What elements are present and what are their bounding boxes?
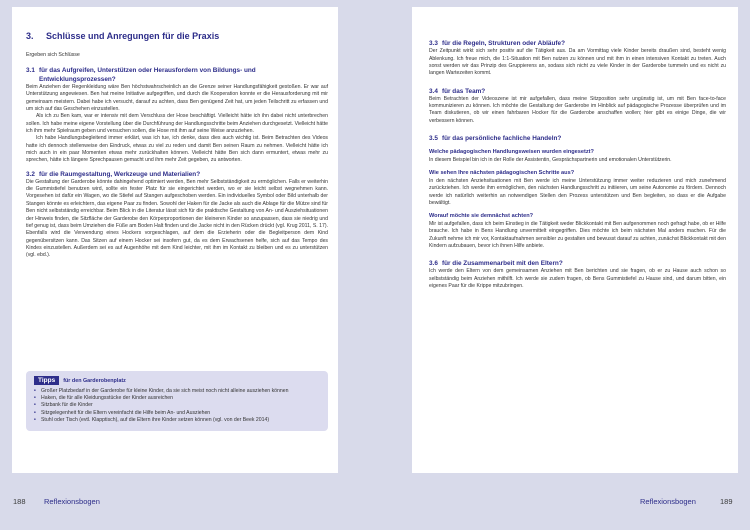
footer-label-right: Reflexionsbogen — [640, 497, 696, 506]
paragraph: Die Gestaltung der Garderobe könnte dahingehend optimiert werden, Ben mehr Selbstständigkeit zu ermöglichen. Falls er weiterhin die Gummistiefel benutzen wird, sollte ein fester Platz für sie eingerichtet werden, wo er sie leicht selbst wegnehmen kann. Vorgesehen ist dafür ein Wagen, wo die Stiefel auf Stangen aufgeschoben werden. Ein individuelles Symbol oder Bild unterhalb der Stangen könnte es erleichtern, das eigene Paar zu finden. Sowohl der Haken für die Jacke als auch die Ablage für die Mütze sind für Ben nicht selbstständig erreichbar. Beim Blick in die Literatur lässt sich für die praktische Gestaltung von An- und Ausziehsituationen der Hinweis finden, die Sitzfläche der Garderobe den Körperproportionen der kleineren Kinder so anzupassen, dass sie niedrig und tief genug ist, dass beim Umziehen die Füße am Boden Halt finden und die Jacke nicht in den Rücken drückt (vgl. Krug 2011, S. 17). Ebenfalls wird die Verwendung eines Hockers vorgeschlagen, auf dem die Erzieherin oder die Begleitperson dem Kind gegenübersitzen kann. Das Sitzen auf einem Hocker sei insofern gut, da es dem Erwachsenen helfe, sich auf das Tempo des Kindes einzustellen. Außerdem sei es auf Augenhöhe mit dem Kind leichter, mit ihm im Kontakt zu bleiben und es zu unterstützen (vgl. ebd.). — [26, 178, 328, 259]
subsection-title: für die Regeln, Strukturen oder Abläufe? — [442, 40, 565, 47]
list-item — [34, 395, 320, 402]
right-page — [412, 7, 738, 473]
list-item — [34, 388, 320, 395]
paragraph: Beim Betrachten der Videoszene ist mir aufgefallen, dass meine Sitzposition sehr ungünstig ist, um mit Ben face-to-face kommunizieren zu können. Ich möchte die Gestaltung der Garderobe im Hinblick auf pädagogische Prozesse überprüfen und im Team diskutieren, ob wir einen fahrbaren Hocker für die Garderobe anschaffen wollen; hier gibt es einige Dinge, die wir verbessern können. — [429, 95, 726, 124]
question-heading: Welche pädagogischen Handlungsweisen wurden eingesetzt? — [429, 149, 594, 156]
list-item-text: Sitzbank für die Kinder — [41, 402, 93, 409]
subsection-title: für das Team? — [442, 87, 486, 95]
section-title: Schlüsse und Anregungen für die Praxis — [46, 31, 220, 41]
bullet-icon: • — [34, 402, 36, 409]
bullet-icon: • — [34, 395, 36, 402]
subsection-3-2-heading — [26, 171, 328, 179]
subsection-number: 3.4 — [429, 87, 438, 95]
list-item-text: Sitzgelegenheit für die Eltern vereinfacht die Hilfe beim An- und Ausziehen — [41, 409, 211, 416]
question-heading: Wie sehen Ihre nächsten pädagogischen Schritte aus? — [429, 170, 575, 177]
paragraph: Mir ist aufgefallen, dass ich beim Einstieg in die Tätigkeit weder Blickkontakt mit Ben aufgenommen noch gefragt habe, ob er Hilfe brauche. Ich habe in Bens Handlung unvermittelt eingegriffen. Dies möchte ich beim nächsten Mal anders machen. Für die Zukunft nehme ich mir vor, Kontaktaufnahmen sensibler zu gestalten und bewusst darauf zu achten, zunächst Blickkontakt mit den Kindern aufzubauen, bevor ich ihnen Hilfe anbiete. — [429, 220, 726, 249]
bullet-icon: • — [34, 388, 36, 394]
tips-badge: Tipps — [34, 376, 59, 385]
list-item — [34, 417, 320, 424]
intro-text: Ergeben sich Schlüsse — [26, 52, 80, 58]
footer-label-left: Reflexionsbogen — [44, 497, 100, 506]
paragraph: Als ich zu Ben kam, war er intensiv mit dem Verschluss der Hose beschäftigt. Vielleicht hätte ich ihn dabei nicht unterbrechen sollen. Ich habe meine eigene Vorstellung über die Durchführung der Handlungsschritte beim Anziehen durchgesetzt. Vielleicht hätte ich ihm mehr Spielraum geben und versuchen sollen, die Hose mit ihm auf seine Weise anzuziehen. — [26, 113, 328, 134]
list-item — [34, 402, 320, 409]
paragraph: In den nächsten Anziehsituationen mit Ben werde ich meine Unterstützung immer weiter reduzieren und mich zunehmend zurückziehen. Ich werde ihm ermöglichen, den nächsten Handlungsschritt zu initiieren, um seine Autonomie zu fördern. Dennoch werde ich natürlich weiterhin an notwendigen Stellen den Prozess unterstützen und Ben begleiten, so dass er die Aufgabe bewältigt. — [429, 177, 726, 206]
tips-header — [34, 376, 320, 385]
subsection-title: für die Zusammenarbeit mit den Eltern? — [442, 260, 563, 268]
subsection-number: 3.5 — [429, 135, 438, 143]
subsection-3-3-heading — [429, 40, 726, 48]
list-item — [34, 410, 320, 417]
section-number: 3. — [26, 31, 34, 41]
bullet-icon: • — [34, 416, 36, 423]
subsection-number: 3.2 — [26, 170, 35, 178]
tips-box — [26, 371, 328, 431]
page-number-left: 188 — [13, 497, 26, 506]
subsection-3-4-heading — [429, 88, 726, 96]
subsection-3-5-heading — [429, 135, 726, 143]
subsection-3-6-heading — [429, 260, 726, 268]
left-page — [12, 7, 338, 473]
page-number-right: 189 — [720, 497, 733, 506]
tips-title: für den Garderobenplatz — [63, 377, 126, 384]
subsection-number: 3.1 — [26, 67, 35, 75]
subsection-title: für das Aufgreifen, Unterstützen oder Herausfordern von Bildungs- und Entwicklungsprozessen? — [39, 67, 256, 83]
subsection-number: 3.3 — [429, 40, 438, 47]
left-page-content — [26, 31, 328, 260]
subsection-number: 3.6 — [429, 260, 438, 268]
right-page-content — [429, 40, 726, 290]
subsection-title: für das persönliche fachliche Handeln? — [442, 135, 562, 143]
paragraph: In diesem Beispiel bin ich in der Rolle der Assistentin, Gesprächspartnerin und emotionalen Unterstützerin. — [429, 156, 672, 163]
subsection-3-1-heading — [26, 67, 328, 83]
paragraph: Ich werde den Eltern von dem gemeinsamen Anziehen mit Ben berichten und sie fragen, ob er zu Hause auch schon so selbstständig beim Anziehen mithilft. Ich werde sie zudem fragen, ob Bens Gummistiefel zu Hause sind, und darum bitten, ein eigenes Paar für die Krippe mitzubringen. — [429, 268, 726, 290]
section-heading — [26, 31, 328, 41]
paragraph: Ich habe Handlungsbegleitend immer erklärt, was ich tue, ich denke, dass dies auch wichtig ist. Beim Betrachten des Videos hatte ich dennoch stellenweise den Eindruck, etwas zu viel zu reden und damit Ben seinen Raum zu nehmen. Vielleicht hätte ich mich auch in ein paar Momenten etwas mehr zurückhalten können. Vielleicht hätte Ben sich dann ermuntert, etwas mehr zu sprechen, hätte ich längere Sprechpausen gemacht und ihm mehr Zeit gegeben, zu antworten. — [26, 135, 328, 164]
list-item-text: Stuhl oder Tisch (evtl. Klapptisch), auf die Eltern ihre Kinder setzen können (vgl. von der Beek 2014) — [41, 416, 270, 423]
bullet-icon: • — [34, 409, 36, 416]
paragraph: Der Zeitpunkt wirkt sich sehr positiv auf die Tätigkeit aus. Da am Vormittag viele Kinder bereits draußen sind, besteht wenig Ablenkung. Ich freue mich, die 1:1-Situation mit Ben nutzen zu können und mit ihm in einen intensiven Kontakt zu treten. Auch sonst werden wir das Prinzip des Gruppierens an, sodass sich nicht zu viele Kinder in der Garderobe tummeln und es nicht zu langen Wartezeiten kommt. — [429, 48, 726, 77]
subsection-title: für die Raumgestaltung, Werkzeuge und Materialien? — [39, 170, 201, 178]
paragraph: Beim Anziehen der Regenkleidung wäre Ben höchstwahrscheinlich an die Grenze seiner Handlungsfähigkeit gestoßen. Er war auf Unterstützung angewiesen. Ben hat meine Initiative aufgegriffen, und durch die Kooperation konnte er die Herausforderung mit mir gemeinsam meistern. Dabei habe ich versucht, darauf zu achten, dass Ben genügend Zeit hat, um jeden Teilschritt zu erfassen und um sich auf das Geschehen einzustellen. — [26, 83, 328, 112]
tips-list — [34, 388, 320, 424]
question-heading: Worauf möchte sie demnächst achten? — [429, 213, 534, 220]
list-item-text: Großer Platzbedarf in der Garderobe für kleine Kinder, da sie sich meist noch nicht alleine ausziehen können — [41, 388, 289, 394]
list-item-text: Haken, die für alle Kleidungsstücke der Kinder ausreichen — [41, 395, 174, 402]
